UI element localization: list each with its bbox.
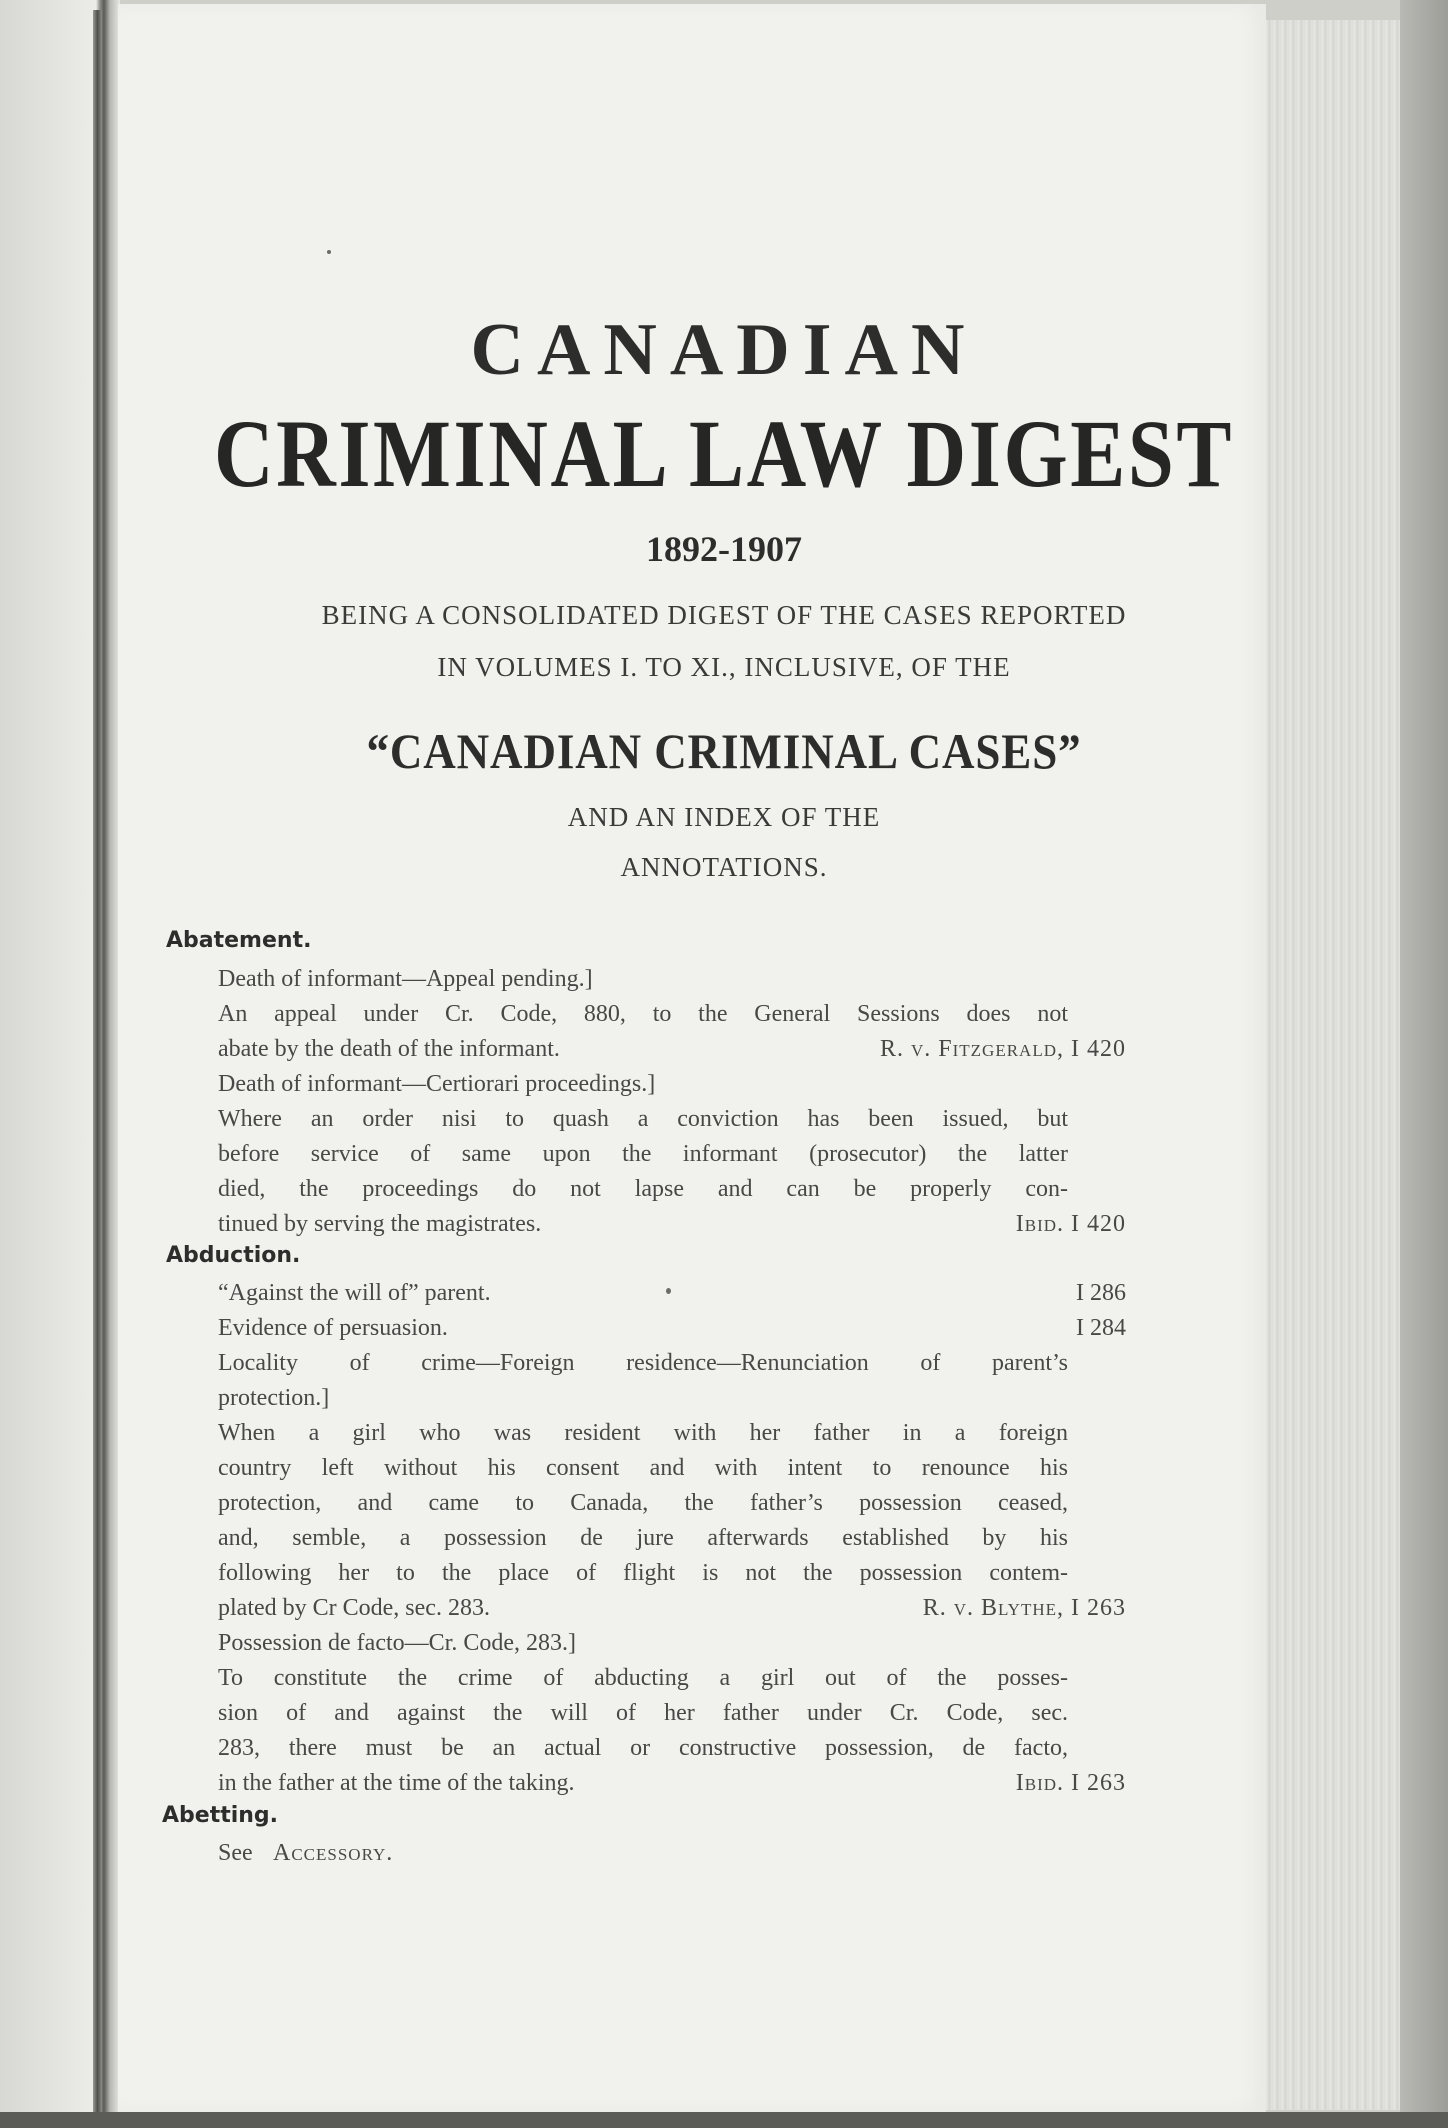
abduction-line-7: protection, and came to Canada, the father’s possession ceased, — [218, 1490, 1068, 1516]
abduction-line-2-text: Evidence of persuasion. — [218, 1315, 448, 1341]
abetting-see-label: See — [218, 1840, 253, 1866]
abduction-line-10-text: plated by Cr Code, sec. 283. — [218, 1595, 490, 1621]
abduction-line-6: country left without his consent and with intent to renounce his — [218, 1455, 1068, 1481]
abduction-line-5: When a girl who was resident with her father in a foreign — [218, 1420, 1068, 1446]
abduction-line-13: sion of and against the will of her father under Cr. Code, sec. — [218, 1700, 1068, 1726]
abduction-citation-2: I 284 — [1076, 1315, 1126, 1341]
entry-heading-abatement: Abatement. — [166, 928, 312, 953]
abatement-line-1: Death of informant—Appeal pending.] — [218, 966, 593, 992]
abatement-citation-2: Ibid. I 420 — [1015, 1211, 1126, 1237]
title-years: 1892-1907 — [646, 529, 802, 569]
abduction-line-4: protection.] — [218, 1385, 330, 1411]
abduction-line-10 — [218, 1593, 1126, 1623]
abatement-line-8-text: tinued by serving the magistrates. — [218, 1211, 542, 1237]
title-canadian: CANADIAN — [470, 309, 978, 391]
abduction-line-1 — [218, 1278, 1126, 1308]
abetting-cross-reference: Accessory. — [273, 1840, 394, 1866]
abduction-line-14: 283, there must be an actual or constructive possession, de facto, — [218, 1735, 1068, 1761]
abatement-line-4: Death of informant—Certiorari proceedings.] — [218, 1071, 656, 1097]
abatement-line-8 — [218, 1209, 1126, 1239]
abatement-line-3 — [218, 1034, 1126, 1064]
abduction-line-15 — [218, 1768, 1126, 1798]
print-speck — [327, 250, 331, 254]
abatement-line-3-text: abate by the death of the informant. — [218, 1036, 560, 1062]
abduction-citation-3: R. v. Blythe, I 263 — [922, 1595, 1126, 1621]
abetting-line-1 — [218, 1838, 1126, 1868]
title-canadian-criminal-cases: “CANADIAN CRIMINAL CASES” — [366, 723, 1082, 779]
abatement-citation-1: R. v. Fitzgerald, I 420 — [880, 1036, 1126, 1062]
abduction-line-9: following her to the place of flight is not the possession contem- — [218, 1560, 1068, 1586]
abduction-citation-4: Ibid. I 263 — [1015, 1770, 1126, 1796]
print-speck — [666, 1288, 671, 1294]
subtitle-line-2: IN VOLUMES I. TO XI., INCLUSIVE, OF THE — [437, 652, 1011, 682]
abduction-line-2 — [218, 1313, 1126, 1343]
abatement-line-6: before service of same upon the informant (prosecutor) the latter — [218, 1141, 1068, 1167]
abduction-line-12: To constitute the crime of abducting a girl out of the posses- — [218, 1665, 1068, 1691]
entry-heading-abetting: Abetting. — [162, 1803, 279, 1828]
scan-bottom-edge — [0, 2112, 1448, 2128]
subtitle-line-4: ANNOTATIONS. — [620, 852, 828, 882]
subtitle-line-3: AND AN INDEX OF THE — [567, 802, 881, 832]
abduction-line-8: and, semble, a possession de jure afterwards established by his — [218, 1525, 1068, 1551]
abatement-line-2: An appeal under Cr. Code, 880, to the General Sessions does not — [218, 1001, 1068, 1027]
abduction-line-3: Locality of crime—Foreign residence—Renunciation of parent’s — [218, 1350, 1068, 1376]
abduction-line-1-text: “Against the will of” parent. — [218, 1280, 491, 1306]
entry-heading-abduction: Abduction. — [166, 1243, 301, 1268]
abatement-line-5: Where an order nisi to quash a conviction has been issued, but — [218, 1106, 1068, 1132]
abduction-citation-1: I 286 — [1076, 1280, 1126, 1306]
subtitle-line-1: BEING A CONSOLIDATED DIGEST OF THE CASES REPORTED — [321, 600, 1127, 630]
abatement-line-7: died, the proceedings do not lapse and can be properly con- — [218, 1176, 1068, 1202]
abduction-line-15-text: in the father at the time of the taking. — [218, 1770, 575, 1796]
abduction-line-11: Possession de facto—Cr. Code, 283.] — [218, 1630, 576, 1656]
title-criminal-law-digest: CRIMINAL LAW DIGEST — [213, 400, 1235, 507]
